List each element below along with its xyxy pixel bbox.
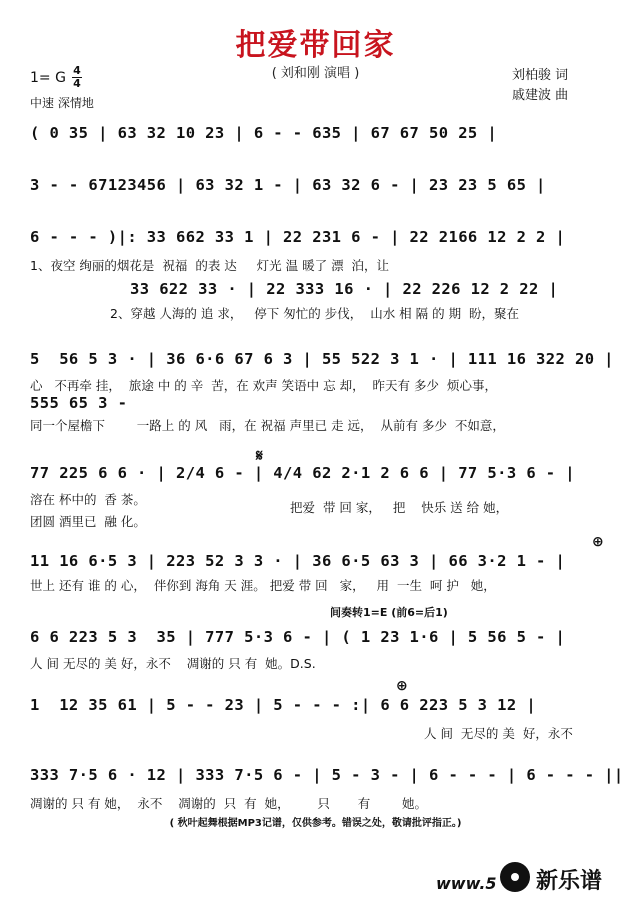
- segno-sign: 𝄋: [256, 446, 263, 465]
- score-row-11: 333 7·5 6 · 12 | 333 7·5 6 - | 5 - 3 - | 6 - - - | 6 - - - ||: [30, 766, 624, 784]
- composer-credit: 戚建波 曲: [512, 88, 569, 103]
- lyric-row-4: 2、穿越 人海的 追 求， 停下 匆忙的 步伐， 山水 相 隔 的 期 盼，聚在: [110, 306, 520, 321]
- site-url: www.5: [436, 874, 497, 893]
- footer-note: ( 秋叶起舞根据MP3记谱，仅供参考。错误之处，敬请批评指正。): [169, 818, 462, 829]
- score-row-7: 77 225 6 6 · | 2/4 6 - | 4/4 62 2·1 2 6 6 | 77 5·3 6 - |: [30, 464, 575, 482]
- lyric-row-5: 心 不再牵 挂， 旅途 中 的 辛 苦，在 欢声 笑语中 忘 却， 昨天有 多少 烦心事，: [30, 378, 497, 393]
- lyric-row-7c: 把爱 带 回 家， 把 快乐 送 给 她，: [290, 500, 509, 515]
- score-row-5: 5 56 5 3 · | 36 6·6 67 6 3 | 55 522 3 1 · | 111 16 322 20 |: [30, 350, 614, 368]
- logo-disc-icon: [500, 862, 530, 892]
- lyric-row-11: 凋谢的 只 有 她， 永不 凋谢的 只 有 她， 只 有 她。: [30, 796, 428, 811]
- key-signature: 1= G: [30, 70, 66, 86]
- time-bottom: 4: [73, 77, 81, 90]
- lyric-row-7b: 团圆 酒里已 融 化。: [30, 514, 146, 529]
- lyric-row-8: 世上 还有 谁 的 心， 伴你到 海角 天 涯。 把爱 带 回 家， 用 一生 呵 护 她，: [30, 578, 496, 593]
- logo-text: 新乐谱: [536, 869, 603, 894]
- time-signature: [72, 66, 82, 89]
- score-row-4: 33 622 33 · | 22 333 16 · | 22 226 12 2 22 |: [130, 280, 559, 298]
- time-top: 4: [73, 64, 81, 77]
- coda-sign-1: ⊕: [592, 534, 604, 550]
- coda-sign-2: ⊕: [396, 678, 408, 694]
- score-row-2: 3 - - 67123456 | 63 32 1 - | 63 32 6 - | 23 23 5 65 |: [30, 176, 546, 194]
- lyricist-credit: 刘柏骏 词: [512, 68, 569, 83]
- lyric-row-3: 1、夜空 绚丽的烟花是 祝福 的表 达 灯光 温 暖了 漂 泊，让: [30, 258, 390, 273]
- score-row-6: 555 65 3 -: [30, 394, 128, 412]
- score-row-8: 11 16 6·5 3 | 223 52 3 3 · | 36 6·5 63 3 | 66 3·2 1 - |: [30, 552, 566, 570]
- lyric-row-10: 人 间 无尽的 美 好，永不: [424, 726, 573, 741]
- song-subtitle: ( 刘和刚 演唱 ): [271, 66, 360, 81]
- lyric-row-7a: 溶在 杯中的 香 茶。: [30, 492, 146, 507]
- lyric-row-9: 人 间 无尽的 美 好，永不 凋谢的 只 有 她。D.S.: [30, 656, 316, 671]
- lyric-row-6: 同一个屋檐下 一路上 的 风 雨，在 祝福 声里已 走 远， 从前有 多少 不如意，: [30, 418, 505, 433]
- song-title: 把爱带回家: [235, 28, 396, 63]
- score-row-1: ( 0 35 | 63 32 10 23 | 6 - - 635 | 67 67 50 25 |: [30, 124, 498, 142]
- tempo-marking: 中速 深情地: [30, 96, 94, 110]
- score-row-3: 6 - - - )|: 33 662 33 1 | 22 231 6 - | 22 2166 12 2 2 |: [30, 228, 566, 246]
- score-row-10: 1 12 35 61 | 5 - - 23 | 5 - - - :| 6 6 223 5 3 12 |: [30, 696, 537, 714]
- score-row-9: 6 6 223 5 3 35 | 777 5·3 6 - | ( 1 23 1·6 | 5 56 5 - |: [30, 628, 566, 646]
- interlude-note: 间奏转1=E (前6=后1): [330, 606, 448, 619]
